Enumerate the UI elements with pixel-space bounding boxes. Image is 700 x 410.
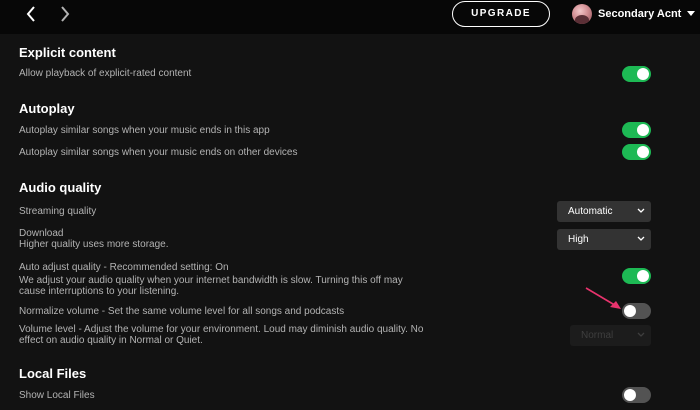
volume-level-select (570, 325, 651, 346)
upgrade-button[interactable]: UPGRADE (452, 1, 550, 27)
setting-desc-auto-adjust-quality: We adjust your audio quality when your internet bandwidth is slow. Turning this off may cause interruptions to your listening. (19, 275, 403, 297)
chevron-left-icon (26, 6, 36, 22)
top-bar (0, 0, 700, 34)
setting-label-auto-adjust-quality: Auto adjust quality - Recommended setting: On (19, 262, 229, 273)
chevron-down-icon (637, 201, 645, 222)
chevron-down-icon (637, 325, 645, 346)
toggle-autoplay-other-devices[interactable] (622, 144, 651, 160)
section-title-audio-quality: Audio quality (19, 180, 102, 195)
toggle-knob (637, 124, 649, 136)
section-title-explicit-content: Explicit content (19, 45, 116, 60)
setting-label-download: Download (19, 228, 64, 239)
toggle-knob (624, 389, 636, 401)
toggle-allow-explicit[interactable] (622, 66, 651, 82)
user-name: Secondary Acnt (598, 8, 682, 20)
chevron-right-icon (60, 6, 70, 22)
streaming-quality-select[interactable] (557, 201, 651, 222)
toggle-autoplay-this-app[interactable] (622, 122, 651, 138)
forward-button[interactable] (53, 3, 77, 25)
setting-label-autoplay-this-app: Autoplay similar songs when your music ends in this app (19, 125, 270, 136)
annotation-arrow-icon (584, 286, 624, 314)
setting-desc-download: Higher quality uses more storage. (19, 239, 169, 250)
chevron-down-icon (637, 229, 645, 250)
download-quality-select[interactable] (557, 229, 651, 250)
setting-label-streaming-quality: Streaming quality (19, 206, 97, 217)
toggle-knob (624, 305, 636, 317)
back-button[interactable] (19, 3, 43, 25)
toggle-knob (637, 270, 649, 282)
caret-down-icon (687, 11, 695, 17)
setting-label-volume-level: Volume level - Adjust the volume for your environment. Loud may diminish audio quality. No effect on audio quality in Normal or Quiet. (19, 324, 424, 346)
section-title-autoplay: Autoplay (19, 101, 75, 116)
setting-label-autoplay-other-devices: Autoplay similar songs when your music ends on other devices (19, 147, 298, 158)
toggle-knob (637, 146, 649, 158)
setting-label-allow-explicit: Allow playback of explicit-rated content (19, 68, 192, 79)
toggle-knob (637, 68, 649, 80)
section-title-local-files: Local Files (19, 366, 87, 381)
streaming-quality-value: Automatic (568, 206, 613, 217)
toggle-show-local-files[interactable] (622, 387, 651, 403)
toggle-normalize-volume[interactable] (622, 303, 651, 319)
avatar (572, 4, 592, 24)
setting-label-normalize-volume: Normalize volume - Set the same volume level for all songs and podcasts (19, 306, 345, 317)
volume-level-value: Normal (581, 330, 614, 341)
toggle-auto-adjust-quality[interactable] (622, 268, 651, 284)
setting-label-show-local-files: Show Local Files (19, 390, 95, 401)
download-quality-value: High (568, 234, 589, 245)
user-menu[interactable] (572, 2, 695, 26)
